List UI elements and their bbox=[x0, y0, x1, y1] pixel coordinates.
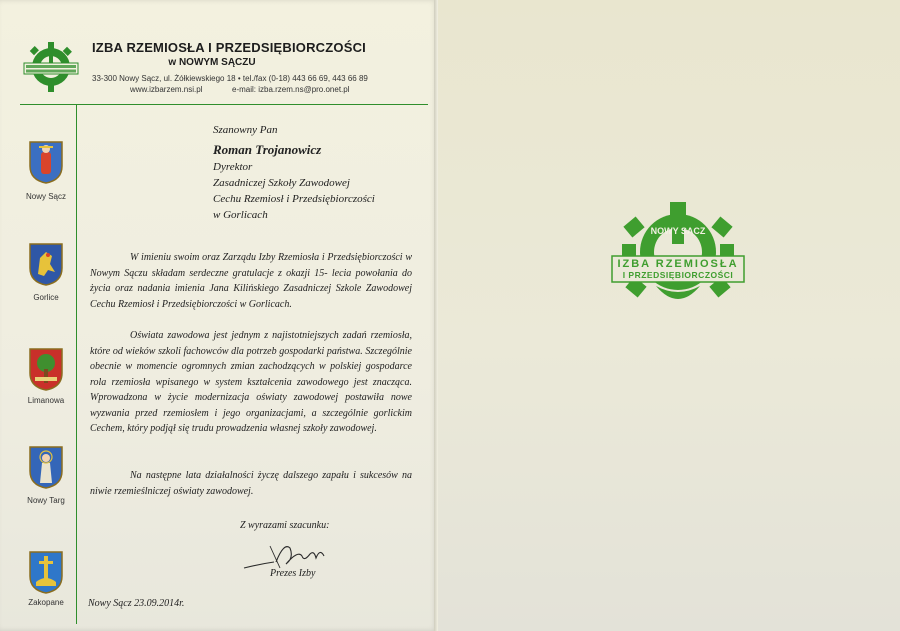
crest-gorlice-icon bbox=[28, 242, 64, 286]
recipient-salutation: Szanowny Pan bbox=[213, 124, 278, 136]
letter-paragraph-1 bbox=[90, 250, 412, 312]
emblem-top-text: NOWY SĄCZ bbox=[650, 226, 706, 236]
emblem-line-1: IZBA RZEMIOSŁA bbox=[617, 258, 739, 270]
crest-limanowa-icon bbox=[28, 347, 64, 391]
closing-regards: Z wyrazami szacunku: bbox=[240, 520, 330, 531]
crest-nowy-targ-icon bbox=[28, 445, 64, 489]
izba-gear-logo-icon bbox=[22, 40, 80, 98]
recipient-role: Dyrektor bbox=[213, 161, 253, 173]
crest-zakopane-icon bbox=[28, 550, 64, 594]
letter-paragraph-2 bbox=[90, 328, 412, 437]
town-label: Zakopane bbox=[28, 598, 64, 607]
recipient-school-line2: Cechu Rzemiosł i Przedsiębiorczości bbox=[213, 193, 375, 205]
town-label: Gorlice bbox=[33, 293, 59, 302]
recipient-school-line1: Zasadniczej Szkoły Zawodowej bbox=[213, 177, 350, 189]
recipient-name: Roman Trojanowicz bbox=[213, 142, 322, 157]
letterhead-email: e-mail: izba.rzem.ns@pro.onet.pl bbox=[232, 85, 350, 94]
letterhead-divider bbox=[20, 104, 428, 105]
signer-title: Prezes Izby bbox=[270, 568, 316, 579]
letter-page bbox=[0, 0, 438, 631]
paragraph-text: W imieniu swoim oraz Zarządu Izby Rzemiosła i Przedsiębiorczości w Nowym Sączu składam serdeczne gratulacje z okazji 15- lecia powołania do życia oraz nadania imienia Jana Kilińskiego Zasadniczej Szkole Zawodowej Cechu Rzemiosł i Przedsiębiorczości w Gorlicach. bbox=[90, 252, 412, 310]
sidebar-divider bbox=[76, 104, 77, 624]
letter-paragraph-3 bbox=[90, 468, 412, 499]
crest-nowy-sacz-icon bbox=[28, 140, 64, 184]
recipient-school-line3: w Gorlicach bbox=[213, 209, 268, 221]
letterhead-title: IZBA RZEMIOSŁA I PRZEDSIĘBIORCZOŚCI bbox=[92, 40, 366, 55]
emblem-line-2: I PRZEDSIĘBIORCZOŚCI bbox=[622, 270, 734, 280]
town-label: Nowy Targ bbox=[27, 496, 65, 505]
town-label: Limanowa bbox=[27, 396, 65, 405]
town-label: Nowy Sącz bbox=[25, 192, 66, 201]
letterhead-address: 33-300 Nowy Sącz, ul. Żółkiewskiego 18 • tel./fax (0-18) 443 66 69, 443 66 89 bbox=[92, 74, 368, 83]
letterhead-website: www.izbarzem.nsi.pl bbox=[130, 85, 203, 94]
place-and-date: Nowy Sącz 23.09.2014r. bbox=[88, 598, 185, 609]
paragraph-text: Oświata zawodowa jest jednym z najistotniejszych zadań rzemiosła, które od wieków szkoli fachowców dla potrzeb gospodarki państwa. Szczególnie obecnie w momencie ogromnych zmian zachodzących w polskiej gospodarce rola rzemiosła wpisanego w system kształcenia zawodowego jest znacząca. Wprowadzona w życie modernizacja oświaty zawodowej postawiła nowe wyzwania przed rzemiosłem i jego organizacjami, a szczególnie gorlickim Cechem, który podjął się trudu prowadzenia własnej szkoły zawodowej. bbox=[90, 330, 412, 434]
letterhead-subtitle: w NOWYM SĄCZU bbox=[168, 57, 256, 68]
paragraph-text: Na następne lata działalności życzę dalszego zapału i sukcesów na niwie rzemieślniczej oświaty zawodowej. bbox=[90, 470, 412, 497]
